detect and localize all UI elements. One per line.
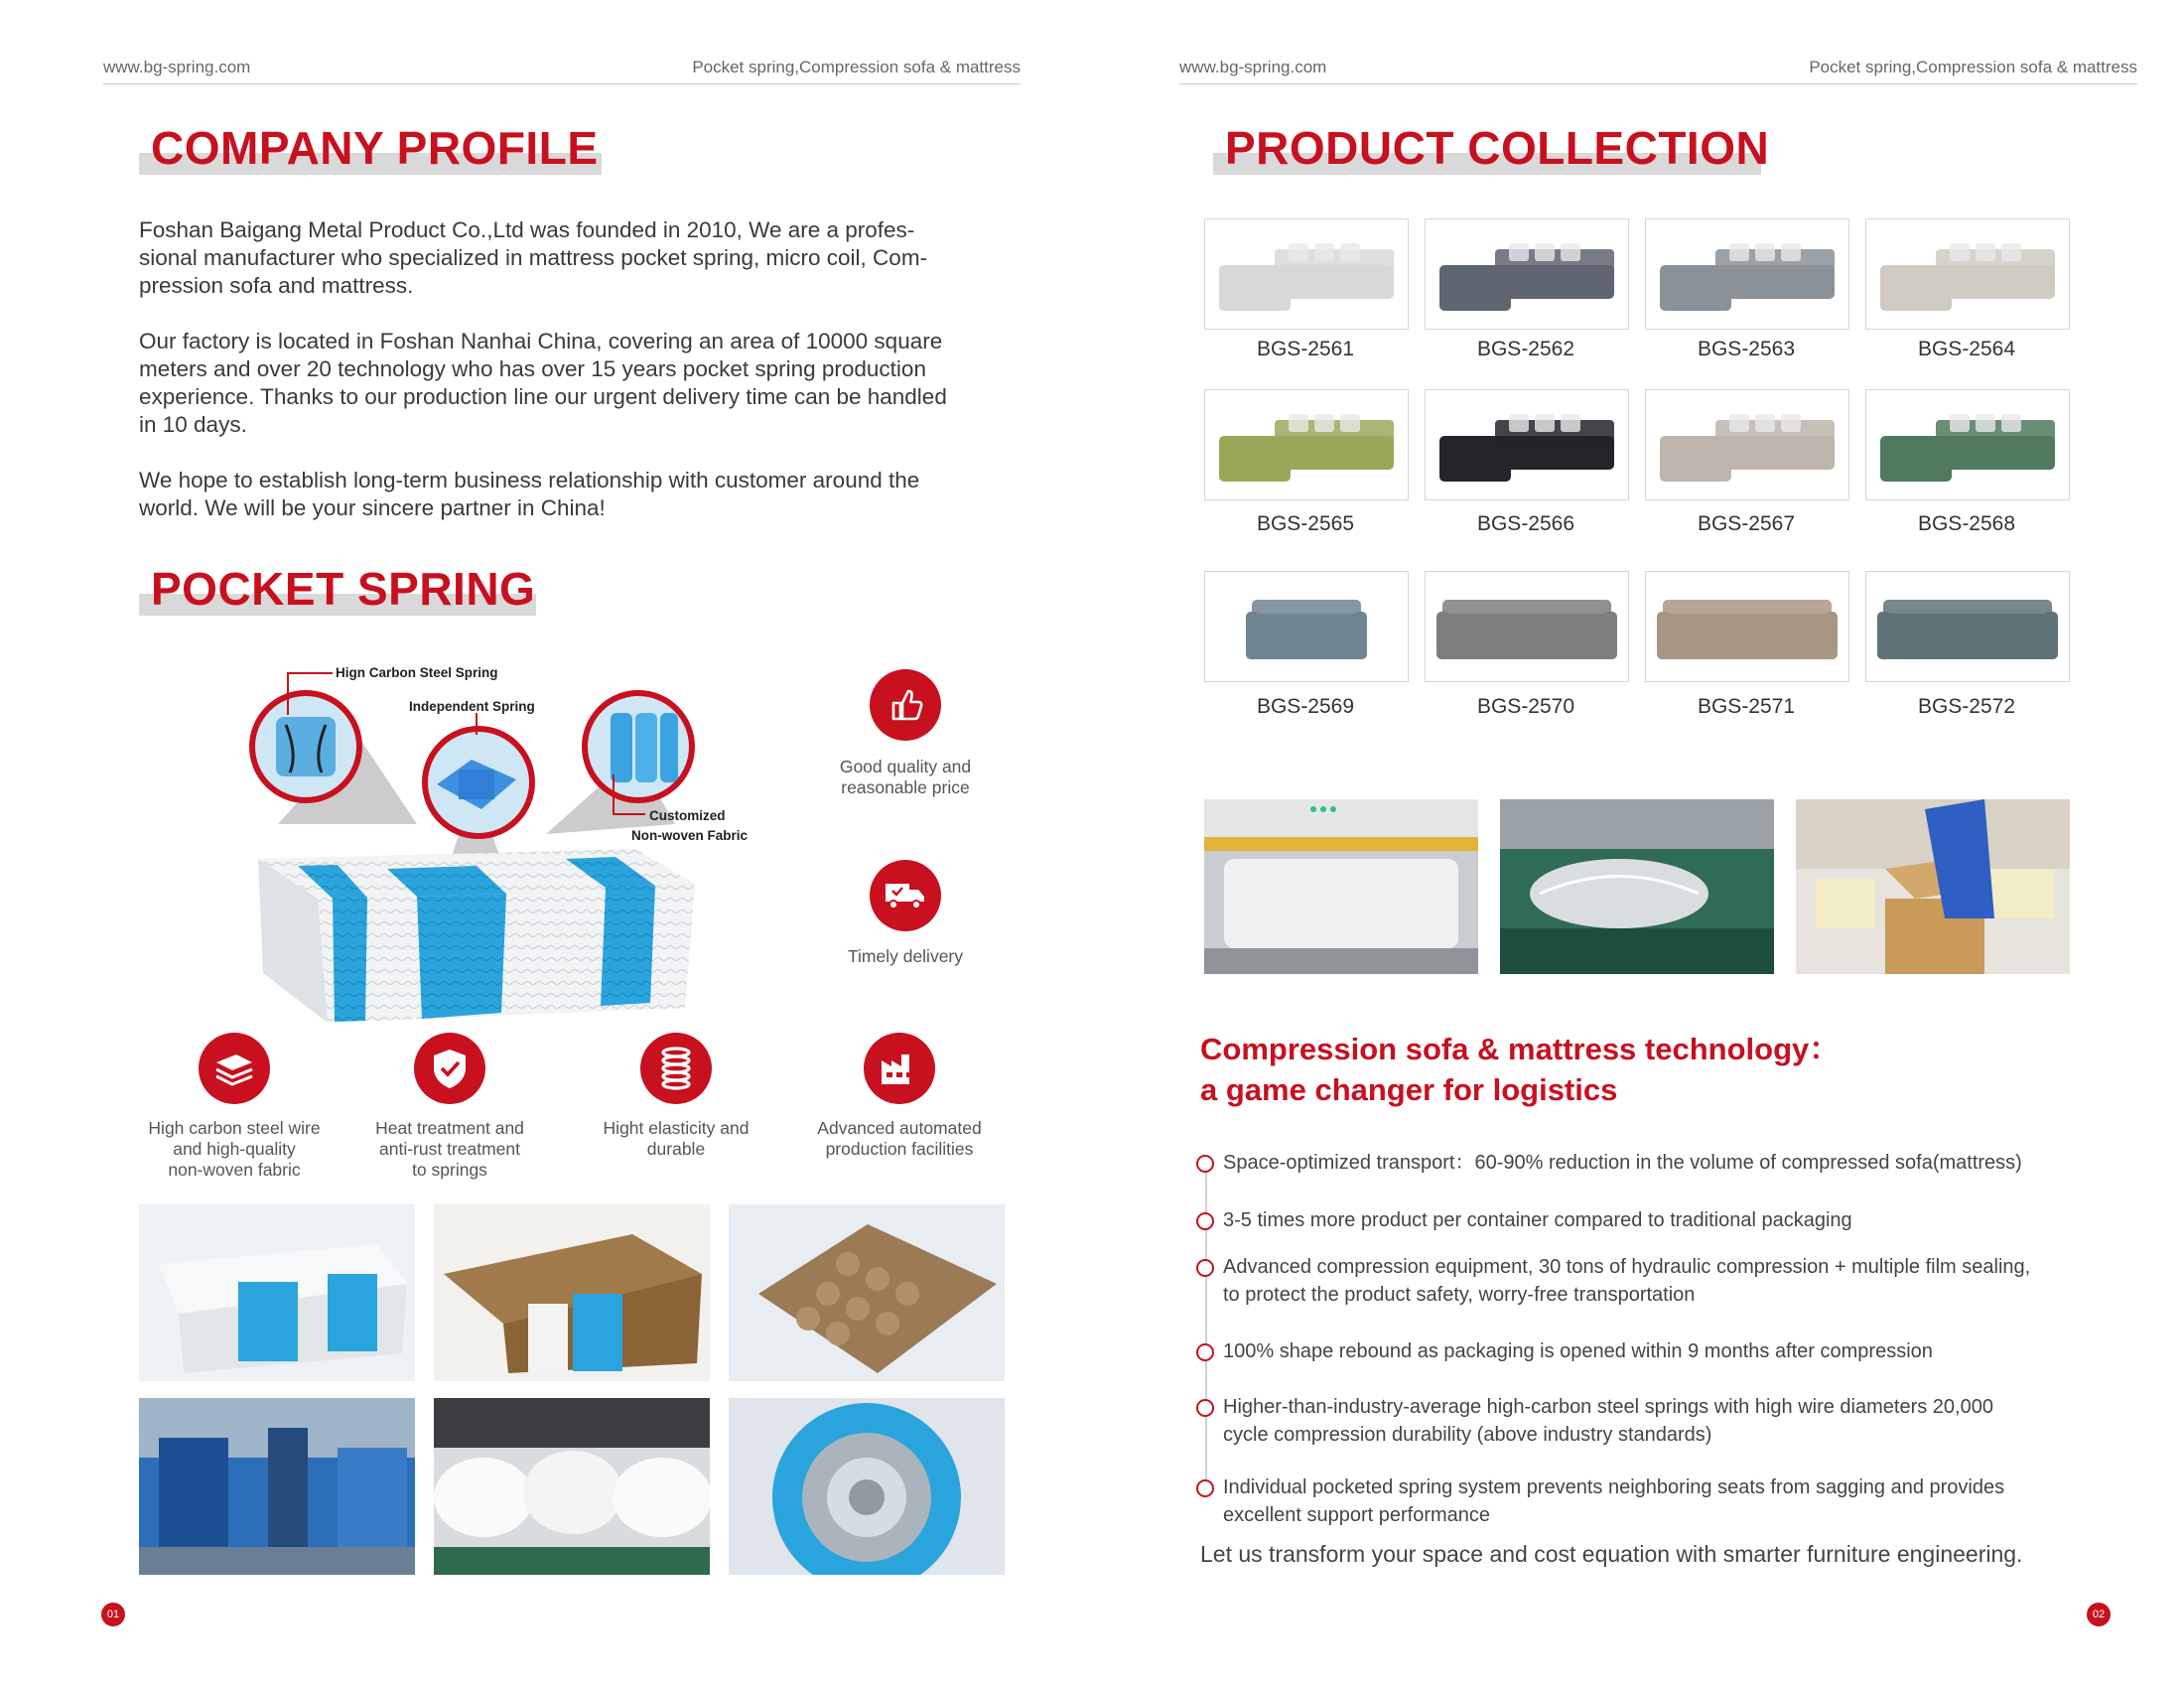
sofa-image [1426, 219, 1628, 329]
label-customized: Customized [649, 808, 726, 823]
product-code: BGS-2572 [1917, 695, 2016, 718]
tech-bullet-line: 3-5 times more product per container compared to traditional packaging [1223, 1209, 1852, 1231]
page-number-right: 02 [2087, 1603, 2111, 1626]
closing-statement: Let us transform your space and cost equation with smarter furniture engineering. [1200, 1541, 2023, 1567]
feature-high-carbon-steel-wire: High carbon steel wire and high-quality non-woven fabric [148, 1118, 321, 1180]
photo-production-machine [139, 1398, 415, 1575]
feature-timely-delivery: Timely delivery [847, 946, 964, 966]
product-code: BGS-2565 [1256, 512, 1355, 535]
bullet-timeline [1205, 1162, 1207, 1489]
label-non-woven-fabric: Non-woven Fabric [631, 828, 749, 843]
product-code: BGS-2562 [1476, 338, 1575, 360]
factory-icon [864, 1033, 935, 1104]
tech-bullet [1223, 1337, 2116, 1365]
label-independent-spring: Independent Spring [409, 699, 535, 714]
tech-bullet-line: Space-optimized transport：60-90% reduction in the volume of compressed sofa(mattress) [1223, 1152, 2022, 1174]
sofa-image [1646, 572, 1848, 681]
sofa-image [1866, 572, 2069, 681]
tech-title: Compression sofa & mattress technology： a game changer for logistics [1200, 1032, 1841, 1107]
layers-icon [199, 1033, 270, 1104]
product-card[interactable] [1865, 218, 2070, 330]
product-card[interactable] [1425, 218, 1629, 330]
bullet-marker-icon [1196, 1399, 1214, 1417]
sofa-image [1866, 219, 2069, 329]
photo-packing-box [1796, 799, 2070, 974]
sofa-image [1426, 572, 1628, 681]
sofa-image [1205, 390, 1408, 499]
label-high-carbon-steel-spring: Hign Carbon Steel Spring [336, 665, 498, 680]
tech-bullet-line: Advanced compression equipment, 30 tons of hydraulic compression + multiple film sealing, [1223, 1256, 2031, 1278]
product-card[interactable] [1645, 389, 1849, 500]
product-code: BGS-2569 [1256, 695, 1355, 718]
header-website-right: www.bg-spring.com [1179, 58, 1327, 76]
page-right [1092, 0, 2184, 1684]
feature-heat-treatment: Heat treatment and anti-rust treatment to springs [375, 1118, 524, 1180]
photo-compressed-roll [1500, 799, 1774, 974]
tech-bullet [1223, 1393, 2116, 1449]
bullet-marker-icon [1196, 1259, 1214, 1277]
shield-check-icon [414, 1033, 485, 1104]
product-card[interactable] [1865, 571, 2070, 682]
photo-pocket-spring-brown-sheet [729, 1204, 1005, 1381]
coil-spring-icon [640, 1033, 712, 1104]
feature-advanced-automated: Advanced automated production facilities [817, 1118, 982, 1159]
sofa-image [1866, 390, 2069, 499]
product-code: BGS-2568 [1917, 512, 2016, 535]
tech-bullet [1223, 1253, 2116, 1309]
photo-white-pocket-springs [434, 1398, 710, 1575]
header-divider-right [1179, 83, 2137, 84]
product-code: BGS-2564 [1917, 338, 2016, 360]
header-website: www.bg-spring.com [103, 58, 251, 76]
product-collection-title: PRODUCT COLLECTION [1213, 121, 1777, 175]
product-code: BGS-2567 [1697, 512, 1796, 535]
header-tagline: Pocket spring,Compression sofa & mattress [692, 58, 1021, 76]
tech-bullet-line: excellent support performance [1223, 1504, 1491, 1526]
sofa-image [1646, 219, 1848, 329]
tech-bullet-line: Higher-than-industry-average high-carbon steel springs with high wire diameters 20,000 [1223, 1396, 1993, 1418]
feature-good-quality: Good quality and reasonable price [839, 757, 972, 797]
pocket-spring-title: POCKET SPRING [139, 562, 543, 616]
tech-bullet [1223, 1474, 2116, 1529]
tech-bullet-line: to protect the product safety, worry-free transportation [1223, 1284, 1696, 1306]
tech-bullet-line: Individual pocketed spring system prevents neighboring seats from sagging and provides [1223, 1476, 2005, 1498]
delivery-truck-icon [870, 860, 941, 931]
product-code: BGS-2561 [1256, 338, 1355, 360]
company-profile-paragraph-3: We hope to establish long-term business relationship with customer around the world. We will be your sincere partner in China! [139, 468, 920, 520]
tech-bullet [1223, 1149, 2116, 1177]
tech-bullet-line: cycle compression durability (above industry standards) [1223, 1424, 1712, 1446]
product-code: BGS-2571 [1697, 695, 1796, 718]
photo-compression-machine [1204, 799, 1478, 974]
bullet-marker-icon [1196, 1155, 1214, 1173]
header-tagline-right: Pocket spring,Compression sofa & mattress [1809, 58, 2137, 76]
sofa-image [1646, 390, 1848, 499]
page-number-left: 01 [101, 1603, 125, 1626]
tech-bullet [1223, 1206, 2116, 1234]
feature-hight-elasticity: Hight elasticity and durable [603, 1118, 750, 1159]
photo-pocket-spring-unit-blue-white [139, 1204, 415, 1381]
header-divider [103, 83, 1021, 84]
photo-pocket-spring-brown-blue [434, 1204, 710, 1381]
company-profile-title: COMPANY PROFILE [139, 121, 607, 175]
company-profile-paragraph-1: Foshan Baigang Metal Product Co.,Ltd was founded in 2010, We are a profes- sional manufacturer who specialized in mattress pocket spring, micro coil, Com- pression sofa and mattress. [139, 217, 928, 298]
bullet-marker-icon [1196, 1212, 1214, 1230]
photo-rolled-pocket-springs [729, 1398, 1005, 1575]
product-code: BGS-2570 [1476, 695, 1575, 718]
product-card[interactable] [1204, 389, 1409, 500]
sofa-image [1205, 572, 1408, 681]
product-card[interactable] [1204, 218, 1409, 330]
product-card[interactable] [1204, 571, 1409, 682]
thumbs-up-icon [870, 669, 941, 741]
bullet-marker-icon [1196, 1479, 1214, 1497]
product-code: BGS-2566 [1476, 512, 1575, 535]
product-card[interactable] [1645, 571, 1849, 682]
tech-bullet-line: 100% shape rebound as packaging is opened within 9 months after compression [1223, 1340, 1933, 1362]
bullet-marker-icon [1196, 1343, 1214, 1361]
product-card[interactable] [1425, 571, 1629, 682]
company-profile-paragraph-2: Our factory is located in Foshan Nanhai China, covering an area of 10000 square meters and over 20 technology who has over 15 years pocket spring production experience. Thanks to our production line our urgent delivery time can be handled in 10 days. [139, 329, 947, 437]
product-card[interactable] [1645, 218, 1849, 330]
sofa-image [1205, 219, 1408, 329]
product-code: BGS-2563 [1697, 338, 1796, 360]
product-card[interactable] [1425, 389, 1629, 500]
product-card[interactable] [1865, 389, 2070, 500]
sofa-image [1426, 390, 1628, 499]
